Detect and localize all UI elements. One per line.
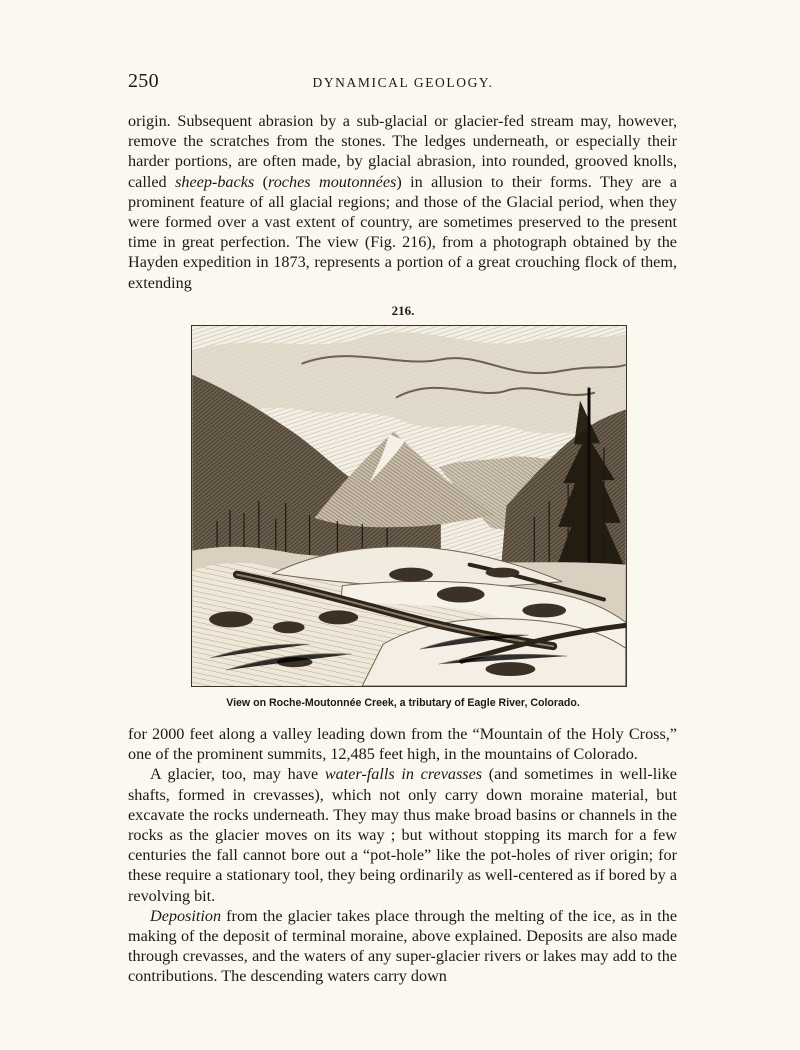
text-run: origin. Subsequent abrasion by a sub-glacial or glacier-fed stream may, however, remove the scratches from the stones. The ledges underneath, or especially their harder portions, are often made, by glacial abrasion, into rounded, grooved knolls, called	[128, 112, 677, 191]
text-run: (and sometimes in well-like shafts, formed in crevasses), which not only carry down moraine material, but excavate the rocks underneath. They may thus make broad basins or channels in the rocks as the glacier moves on its way ; but without stopping its march for a few centuries the fall cannot bore out a “pot-hole” like the pot-holes of river origin; for these require a stationary tool, they being ordinarily as well-centered as if bored by a revolving bit.	[128, 765, 677, 905]
text-run: (	[254, 172, 269, 191]
text-run: for 2000 feet along a valley leading down from the “Mountain of the Holy Cross,” one of the prominent summits, 12,485 feet high, in the mountains of Colorado.	[128, 725, 677, 764]
italic-term-water-falls: water-falls in crevasses	[324, 765, 483, 784]
text-block-bottom	[128, 724, 677, 987]
italic-term-roches-moutonnees: roches moutonnées	[268, 172, 397, 191]
text-run: A glacier, too, may have	[150, 765, 325, 784]
italic-term-sheep-backs: sheep-backs	[175, 172, 255, 191]
running-head: DYNAMICAL GEOLOGY.	[312, 75, 494, 90]
text-run: ) in allusion to their forms. They are a prominent feature of all glacial regions; and those of the Glacial period, when they were formed over a vast extent of country, are sometimes preserved to the present time in great perfection. The view (Fig. 216), from a photograph obtained by the Hayden expedition in 1873, represents a portion of a great crouching flock of them, extending	[128, 172, 677, 292]
figure-engraving	[191, 325, 627, 687]
paragraph-bottom-2	[128, 764, 677, 905]
page-number: 250	[128, 70, 159, 92]
italic-term-deposition: Deposition	[150, 906, 222, 925]
paragraph-bottom-1	[128, 724, 677, 764]
figure-number: 216.	[391, 303, 415, 318]
text-block-top	[128, 111, 677, 293]
page-header	[128, 70, 678, 100]
paragraph-bottom-3	[128, 906, 677, 987]
landscape-illustration	[192, 326, 626, 686]
paragraph-top-1	[128, 111, 677, 293]
figure-caption: View on Roche-Moutonnée Creek, a tributary of Eagle River, Colorado.	[226, 697, 580, 709]
text-run: from the glacier takes place through the melting of the ice, as in the making of the deposit of terminal moraine, above explained. Deposits are also made through crevasses, and the waters of any super-glacier rivers or lakes may add to the contributions. The descending waters carry down	[128, 906, 677, 986]
